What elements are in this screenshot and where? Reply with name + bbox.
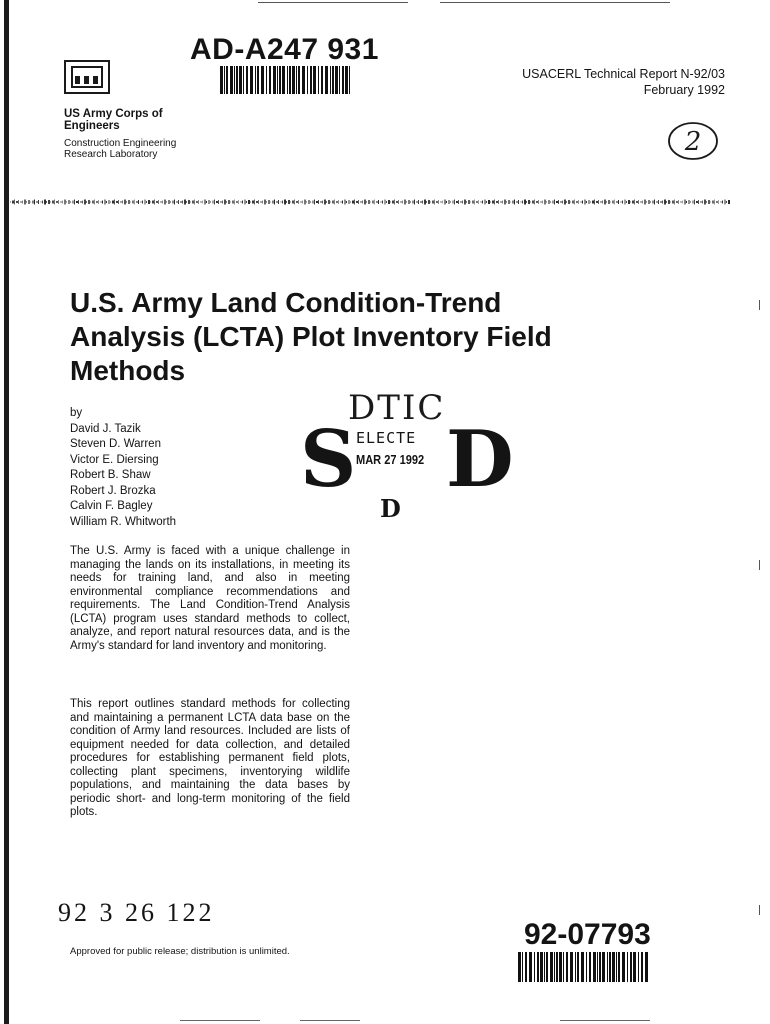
report-header [480,66,725,98]
author-list [70,406,176,530]
report-id: USACERL Technical Report N-92/03 [522,67,725,81]
stamp-date: MAR 27 1992 [356,452,425,467]
stamp-letter-d: D [446,414,514,505]
report-date: February 1992 [643,83,725,97]
ad-barcode [220,66,350,94]
lab-name: Construction Engineering Research Laboratory [64,138,177,160]
handwritten-number: 2 [684,127,702,157]
ad-number: AD-A247 931 [190,33,379,66]
report-title: U.S. Army Land Condition-Trend Analysis (LCTA) Plot Inventory Field Methods [70,287,552,386]
document-barcode [518,952,650,982]
abstract-paragraph: This report outlines standard methods for collecting and maintaining a permanent LCTA data base on the condition of Army land resources. Included are lists of equipment needed for data collection, and detailed procedures for establishing permanent field plots, collecting plant specimens, inventorying wildlife populations, and maintaining the data bases by periodic short- and long-term monitoring of the field plots. [70,698,350,818]
dtic-stamp-title: DTIC [348,388,446,428]
scan-left-border [4,0,9,1024]
stamp-letter-s: S [300,414,357,505]
scan-edge-mark [759,560,760,570]
author-name: Steven D. Warren [70,438,161,450]
scan-noise-band [10,196,730,208]
stamp-letter-d-small: D [380,494,401,523]
scan-bottom-line [300,1020,360,1021]
scan-edge-mark [759,905,760,915]
abstract-paragraph: The U.S. Army is faced with a unique challenge in managing the lands on its installations, in meeting its needs for training land, and also in meeting environmental compliance recommendations and requirements. The Land Condition-Trend Analysis (LCTA) program uses standard methods to collect, analyze, and report natural resources data, and is the Army's standard for land inventory and monitoring. [70,545,350,652]
scan-top-line [258,2,408,3]
author-name: Robert J. Brozka [70,484,156,497]
author-name: Calvin F. Bagley [70,500,153,512]
distribution-notice: Approved for public release; distribution is unlimited. [70,946,290,957]
scan-bottom-line [180,1020,260,1021]
author-name: William R. Whitworth [70,515,177,528]
handwritten-circle-mark [666,120,720,162]
author-name: Robert B. Shaw [70,469,151,481]
scan-edge-mark [759,300,760,310]
corps-castle-logo [64,60,110,94]
scan-top-line [440,2,670,3]
agency-name: US Army Corps of Engineers [64,108,163,132]
scan-bottom-line [560,1020,650,1021]
author-name: David J. Tazik [70,422,141,435]
author-name: Victor E. Diersing [70,453,159,466]
electe-label: ELECTE [356,429,417,447]
by-label: by [70,407,83,419]
document-number: 92-07793 [524,918,651,951]
accession-number: 92 3 26 122 [58,898,215,927]
